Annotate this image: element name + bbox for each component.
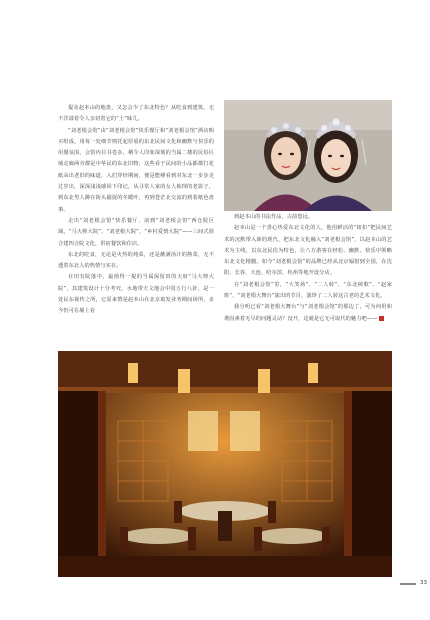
paragraph-text: 我分明已看“刘老根大舞台”与“刘老根会馆”的那边了，可为何用和谐因素着无尽的问题灵动？没开，这就是它无可取代的魅力吧——: [224, 304, 392, 322]
page-number: 33: [420, 580, 427, 586]
end-mark-icon: [379, 316, 384, 321]
paragraph: 在“刘老根会馆”里，“大笑场”、“二人转”、“东北秧歌”、“赵家班”、“刘老根大舞台”演出的节目，演绎了二人转这古老的艺术文化。: [224, 281, 392, 300]
paragraph: 到赵本山的书法作品，古韵悠远。: [234, 214, 314, 220]
paragraph: [224, 302, 392, 325]
paragraph: 提及赵本山的地盘，又怎会少了东北特色？从吃食到建筑，无不洋溢着令人亲切着它的“土”味儿。: [58, 105, 214, 123]
restaurant-illustration: [58, 351, 392, 577]
women-photo: [224, 100, 392, 211]
women-illustration: [224, 100, 392, 211]
paragraph: 东北的吃食，无论是火热的炖菜，还是蘸满汤汁的酱菜，无不透着东北人的热情与实在。: [58, 251, 214, 270]
left-text-column: [58, 103, 214, 318]
paragraph: “刘老根会馆”由“刘老根会馆”快乐餐厅和“刘老根会馆”酒店购买组成。用每一处细节则托起厚重的东北民间文化和幽默与快乐的用餐氛围。会馆内目书卷多，栖令人印象深刻的当属二楼的民俗区域走廊两旁都是中华民的东北旧物，这些看于民间的小品都都打花纸朵出老旧的味道，入们穿经期间，便是能够看到对东北一步步走过岁出，深深浅浅感回下印记，从寻常人家的女人梳理的老影子，到东北男人蹲在街头捕捉的冬暖叶，再到苍茫北交流的到着纸色盘事。: [58, 127, 214, 213]
page-number-bar: [400, 583, 416, 585]
paragraph: 赵本山是一个善心热爱东北文化的人，他用鲜活的“纽扣”把民间艺术的沉默带入新的现代，把东北文化融入“刘老根会馆”，以赵本山的艺术为主线，以东北民俗为特色，让八方游客在轻松、幽默、快乐中领略东北文化精髓。如今“刘老根会馆”的品牌已经从北京辐射到全国，在沈阳、长春、大连、哈尔滨、杭州等地开设分店。: [224, 225, 392, 277]
right-text-column: [224, 212, 392, 325]
paragraph: 走出“刘老根会馆”快乐餐厅，前到“刘老根会馆”西仓院区域，“马大帅大院”、“刘老根大院”、“乡村爱情大院”——三间式简合建四合院文化，供宿餐饮和住店。: [58, 217, 214, 247]
restaurant-photo: [58, 351, 392, 577]
paragraph: 在田有院落中，最值得一提的当属保留田的天府“马大帅大院”，其建筑设计十分考究，水地带天文地会中国五行八卦，是一处民东视传之所，它原来赞是赵本山在北京取发业务期间场所，多今仍可在墙上看: [58, 274, 214, 315]
